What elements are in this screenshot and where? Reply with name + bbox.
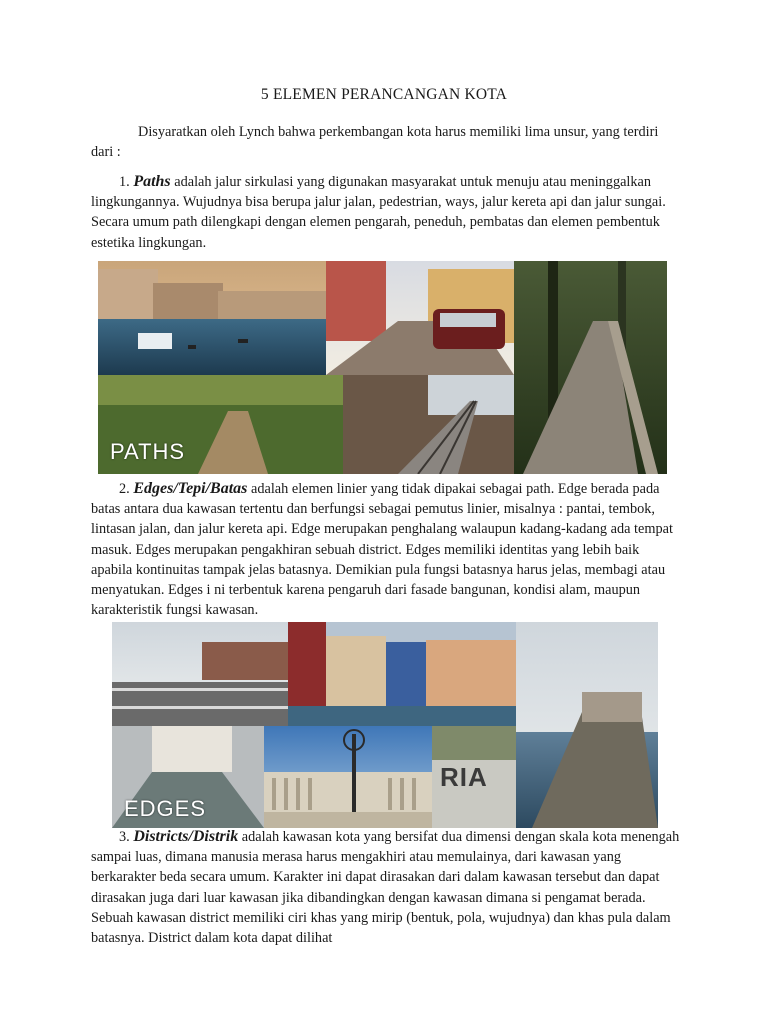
item-number: 1. [119,174,130,190]
item-term: Edges/Tepi/Batas [133,480,248,497]
paths-label: PATHS [110,439,186,464]
graffiti-text: RIA [440,762,488,792]
list-item-paths [91,172,681,253]
paths-collage-image [98,261,667,474]
edges-collage-image [112,622,658,828]
list-item-edges [91,479,681,620]
item-number: 2. [119,481,130,497]
item-text: adalah kawasan kota yang bersifat dua dimensi dengan skala kota menengah sampai luas, dimana manusia merasa harus mengakhiri atau memulainya, dari kawasan yang berkarakter beda secara umum. Karakter ini dapat dirasakan dari dalam kawasan tersebut dan dapat dirasakan juga dari luar kawasan jika dibandingkan dengan kawasan dimana si pengamat berada. Sebuah kawasan district memiliki ciri khas yang mirip (bentuk, pola, wujudnya) dan khas pula dalam batasnya. District dalam kota dapat dilihat [91,829,680,947]
item-term: Paths [133,173,171,190]
item-text: adalah elemen linier yang tidak dipakai sebagai path. Edge berada pada batas antara dua kawasan tertentu dan berfungsi sebagai pemutus linier, misalnya : pantai, tembok, lintasan jalan, dan jalur kereta api. Edge merupakan penghalang walaupun kadang-kadang ada tempat masuk. Edges merupakan pengakhiran sebuah district. Edges memiliki identitas yang lebih baik apabila kontinuitas tampak jelas batasnya. Demikian pula fungsi batasnya harus jelas, membagi atau menyatukan. Edges i ni terbentuk karena pengaruh dari fasade bangunan, kondisi alam, maupun karakteristik fungsi kawasan. [91,481,673,619]
page-title: 5 ELEMEN PERANCANGAN KOTA [260,86,508,103]
item-term: Districts/Distrik [133,828,239,845]
item-text: adalah jalur sirkulasi yang digunakan masyarakat untuk menuju atau meninggalkan lingkungannya. Wujudnya bisa berupa jalur jalan, pedestrian, ways, jalur kereta api dan jalur sungai. Secara umum path dilengkapi dengan elemen pengarah, peneduh, pembatas dan elemen pembentuk estetika lingkungan. [91,174,666,251]
intro-paragraph: Disyaratkan oleh Lynch bahwa perkembangan kota harus memiliki lima unsur, yang terdiri dari : [91,124,659,161]
list-item-districts [91,827,681,948]
item-number: 3. [119,829,130,845]
edges-label: EDGES [124,796,207,821]
